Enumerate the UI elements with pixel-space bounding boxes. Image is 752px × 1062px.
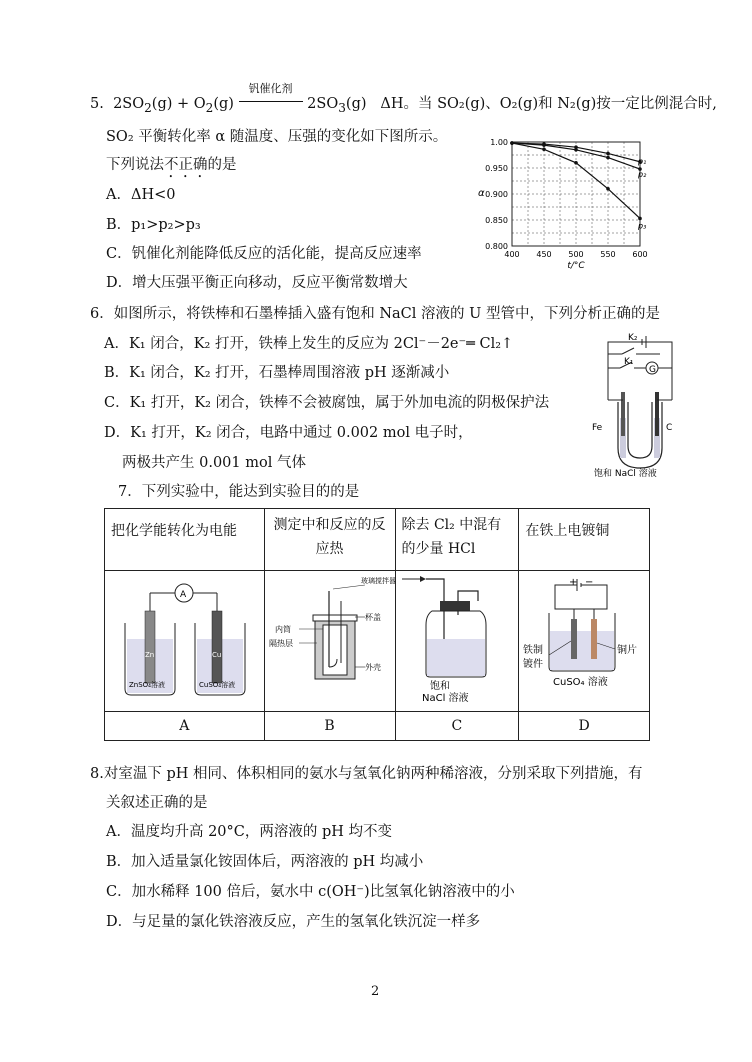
data-point-p1: [606, 152, 610, 156]
svg-text:隔热层: 隔热层: [268, 639, 293, 648]
svg-text:铁制: 铁制: [523, 645, 544, 656]
q6-option-c: C．K₁ 打开，K₂ 闭合，铁棒不会被腐蚀，属于外加电流的阴极保护法: [104, 395, 550, 411]
svg-text:+: +: [569, 577, 578, 588]
svg-text:外壳: 外壳: [364, 663, 381, 672]
q8-option-d: D．与足量的氯化铁溶液反应，产生的氢氧化铁沉淀一样多: [106, 914, 481, 930]
q5-option-d: D．增大压强平衡正向移动，反应平衡常数增大: [106, 275, 408, 291]
graphite-rod: [655, 392, 659, 436]
y-axis-label: α: [478, 188, 485, 199]
svg-text:NaCl 溶液: NaCl 溶液: [421, 693, 469, 703]
data-point-p3: [638, 217, 642, 221]
q6-option-d-cont: 两极共产生 0.001 mol 气体: [122, 455, 306, 471]
emphasis-dots: 不正确: [164, 157, 208, 173]
x-tick-label: 600: [632, 250, 648, 259]
label-c: C: [395, 712, 519, 741]
q5-option-b: B．p₁>p₂>p₃: [106, 217, 201, 233]
q8-stem-2: 关叙述正确的是: [106, 795, 208, 811]
q6-stem: 6．如图所示，将铁棒和石墨棒插入盛有饱和 NaCl 溶液的 U 型管中，下列分析正确的是: [90, 306, 660, 322]
q5-prompt: 下列说法不正确的是: [106, 157, 237, 173]
x-axis-label: t/°C: [567, 261, 585, 271]
galvanic-cell-figure: [105, 571, 261, 703]
catalyst-label: 钒催化剂: [248, 82, 293, 95]
q8-option-c: C．加水稀释 100 倍后，氨水中 c(OH⁻)比氢氧化钠溶液中的小: [106, 884, 515, 900]
q5-option-a: A．ΔH<0: [106, 187, 176, 203]
page-number: 2: [371, 984, 380, 999]
calorimeter-figure: [265, 571, 395, 703]
x-tick-label: 550: [600, 250, 616, 259]
series-label-p1: p₁: [638, 156, 647, 166]
svg-text:杯盖: 杯盖: [364, 613, 381, 622]
svg-text:玻璃搅拌器: 玻璃搅拌器: [360, 577, 395, 585]
data-point-p3: [574, 161, 578, 165]
q5-line2: SO₂ 平衡转化率 α 随温度、压强的变化如下图所示。: [106, 129, 448, 145]
electroplating-figure: [519, 571, 647, 703]
series-label-p3: p₃: [638, 221, 647, 231]
svg-text:−: −: [585, 577, 594, 588]
y-tick-label: 0.900: [485, 190, 508, 199]
svg-text:ZnSO₄溶液: ZnSO₄溶液: [129, 681, 165, 689]
q7-stem: 7．下列实验中，能达到实验目的的是: [118, 484, 360, 500]
conversion-chart: [470, 132, 660, 272]
svg-text:C: C: [666, 423, 673, 433]
label-d: D: [519, 712, 650, 741]
iron-rod: [621, 392, 625, 436]
svg-text:内筒: 内筒: [274, 625, 291, 634]
k2-label: K₂: [628, 333, 638, 343]
fig-c-cell: [395, 571, 519, 712]
q6-option-a: A．K₁ 闭合，K₂ 打开，铁棒上发生的反应为 2Cl⁻－2e⁻═ Cl₂↑: [104, 336, 514, 352]
q8-option-a: A．温度均升高 20°C，两溶液的 pH 均不变: [106, 824, 393, 840]
data-point-p3: [510, 141, 514, 145]
u-tube-figure: [590, 330, 690, 478]
svg-text:饱和: 饱和: [429, 681, 450, 692]
svg-text:CuSO₄溶液: CuSO₄溶液: [199, 681, 236, 689]
label-a: A: [105, 712, 265, 741]
svg-text:CuSO₄ 溶液: CuSO₄ 溶液: [553, 677, 609, 688]
svg-text:镀件: 镀件: [523, 659, 544, 670]
svg-text:A: A: [180, 590, 187, 600]
svg-text:Zn: Zn: [145, 651, 155, 659]
label-b: B: [264, 712, 395, 741]
fig-a-cell: [105, 571, 265, 712]
gas-wash-bottle-figure: [396, 571, 518, 703]
y-tick-label: 0.800: [485, 242, 508, 251]
q6-option-d: D．K₁ 打开，K₂ 闭合，电路中通过 0.002 mol 电子时，: [104, 425, 473, 441]
x-tick-label: 400: [504, 250, 520, 259]
header-d: 在铁上电镀铜: [519, 509, 650, 571]
header-a: 把化学能转化为电能: [105, 509, 265, 571]
svg-text:G: G: [649, 365, 656, 375]
series-label-p2: p₂: [638, 170, 647, 180]
svg-text:铜片: 铜片: [617, 645, 638, 656]
svg-text:Fe: Fe: [592, 423, 603, 433]
q8-option-b: B．加入适量氯化铵固体后，两溶液的 pH 均减小: [106, 854, 424, 870]
y-tick-label: 1.00: [490, 138, 508, 147]
q6-option-b: B．K₁ 闭合，K₂ 打开，石墨棒周围溶液 pH 逐渐减小: [104, 365, 450, 381]
fig-d-cell: [519, 571, 650, 712]
q5-option-c: C．钒催化剂能降低反应的活化能，提高反应速率: [106, 246, 422, 262]
y-tick-label: 0.850: [485, 216, 508, 225]
x-tick-label: 500: [568, 250, 584, 259]
data-point-p3: [542, 147, 546, 151]
y-tick-label: 0.950: [485, 164, 508, 173]
q8-stem-1: 8.对室温下 pH 相同、体积相同的氨水与氢氧化钠两种稀溶液，分别采取下列措施，有: [90, 766, 643, 782]
header-c: 除去 Cl₂ 中混有的少量 HCl: [395, 509, 519, 571]
experiment-table: [104, 508, 650, 741]
u-tube-caption: 饱和 NaCl 溶液: [594, 469, 657, 478]
q5-equation: 5. $2SO_2(g) + O_2(g)$ 钒催化剂 $2SO_3(g)$ ΔH。当 SO₂(g)、O₂(g)和 N₂(g)按一定比例混合时,: [90, 82, 717, 115]
fig-b-cell: [264, 571, 395, 712]
data-point-p2: [542, 143, 546, 147]
x-tick-label: 450: [536, 250, 552, 259]
data-point-p2: [606, 156, 610, 160]
data-point-p3: [606, 187, 610, 191]
header-b: 测定中和反应的反应热: [264, 509, 395, 571]
svg-text:Cu: Cu: [212, 651, 222, 659]
k1-label: K₁: [624, 357, 634, 367]
data-point-p2: [574, 148, 578, 152]
